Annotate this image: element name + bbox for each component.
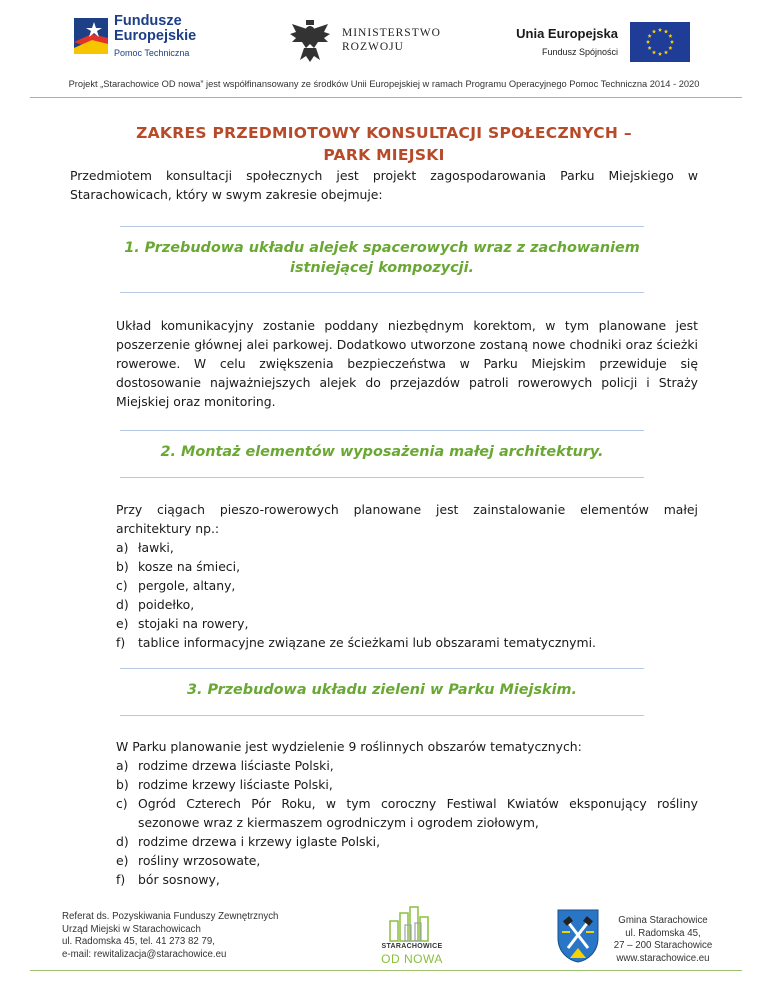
eu-flag-icon	[630, 22, 690, 62]
starachowice-coat-of-arms-icon	[556, 908, 600, 964]
list-item	[116, 633, 698, 652]
section-3-rule-bottom	[120, 715, 644, 716]
list-item-text: ławki,	[138, 540, 174, 555]
fe-logo-line1: Fundusze	[114, 13, 182, 29]
section-1-heading-line1: 1. Przebudowa układu alejek spacerowych wraz z zachowaniem	[124, 240, 640, 256]
list-marker: c)	[116, 578, 128, 593]
section-2-rule-top	[120, 430, 644, 431]
list-item	[116, 576, 698, 595]
section-3-paragraph: W Parku planowanie jest wydzielenie 9 roślinnych obszarów tematycznych:	[116, 739, 582, 754]
eu-logo-subtitle: Fundusz Spójności	[541, 47, 618, 57]
footer-left-line2: Urząd Miejski w Starachowicach	[62, 923, 201, 935]
section-2-heading: 2. Montaż elementów wyposażenia małej architektury.	[160, 444, 604, 460]
footer-right-line2: ul. Radomska 45,	[625, 927, 701, 939]
list-item	[116, 870, 698, 889]
list-marker: e)	[116, 853, 129, 868]
document-title-line1: ZAKRES PRZEDMIOTOWY KONSULTACJI SPOŁECZNYCH –	[136, 124, 632, 142]
list-item-text: bór sosnowy,	[138, 872, 220, 887]
list-item	[116, 614, 698, 633]
list-item	[116, 538, 698, 557]
list-item-text: pergole, altany,	[138, 578, 236, 593]
list-item	[116, 832, 698, 851]
eu-logo-title: Unia Europejska	[516, 26, 618, 41]
list-item	[116, 851, 698, 870]
intro-paragraph: Przedmiotem konsultacji społecznych jest projekt zagospodarowania Parku Miejskiego w Starachowicach, który w swym zakresie obejmuje:	[70, 168, 698, 202]
starachowice-od-nowa-logo	[372, 903, 452, 967]
footer-left-line4: e-mail: rewitalizacja@starachowice.eu	[62, 948, 227, 960]
footer-right-line3: 27 – 200 Starachowice	[613, 940, 713, 951]
fe-star-icon	[72, 16, 110, 56]
footer-left-line1: Referat ds. Pozyskiwania Funduszy Zewnętrznych	[62, 911, 279, 922]
footer-left-line3: ul. Radomska 45, tel. 41 273 82 79,	[62, 936, 215, 947]
list-item	[116, 775, 698, 794]
list-marker: c)	[116, 796, 128, 811]
section-2-list	[116, 538, 698, 652]
list-item-text: rodzime krzewy liściaste Polski,	[138, 777, 333, 792]
section-1-rule-bottom	[120, 292, 644, 293]
list-item	[116, 595, 698, 614]
document-title-line2: PARK MIEJSKI	[323, 146, 445, 164]
footer-right-line1: Gmina Starachowice	[618, 915, 708, 926]
ministry-name-line2: ROZWOJU	[342, 41, 404, 53]
list-marker: a)	[116, 540, 129, 555]
city-skyline-icon	[372, 903, 452, 943]
ministerstwo-rozwoju-logo	[288, 18, 441, 64]
eagle-emblem-icon	[288, 18, 332, 64]
section-3-list	[116, 756, 698, 889]
section-2-rule-bottom	[120, 477, 644, 478]
footer-divider	[30, 970, 742, 971]
list-item-text: kosze na śmieci,	[138, 559, 241, 574]
section-1-heading-line2: istniejącej kompozycji.	[290, 260, 474, 276]
list-marker: d)	[116, 597, 129, 612]
list-item	[116, 557, 698, 576]
list-marker: a)	[116, 758, 129, 773]
list-item-text: poidełko,	[138, 597, 195, 612]
section-3-heading: 3. Przebudowa układu zieleni w Parku Miejskim.	[186, 682, 578, 698]
section-1-heading	[120, 238, 644, 278]
list-marker: f)	[116, 635, 126, 650]
list-item-text: stojaki na rowery,	[138, 616, 249, 631]
list-marker: e)	[116, 616, 129, 631]
list-item-text: rodzime drzewa liściaste Polski,	[138, 758, 334, 773]
section-3-rule-top	[120, 668, 644, 669]
list-marker: d)	[116, 834, 129, 849]
list-item	[116, 794, 698, 832]
od-nowa-logo-line2: OD NOWA	[381, 952, 443, 966]
list-marker: f)	[116, 872, 126, 887]
list-item-text: rodzime drzewa i krzewy iglaste Polski,	[138, 834, 381, 849]
header-divider	[30, 97, 742, 98]
footer-right-line4: www.starachowice.eu	[616, 952, 710, 964]
list-marker: b)	[116, 559, 129, 574]
ministry-name-line1: MINISTERSTWO	[342, 27, 441, 39]
list-item-text: tablice informacyjne związane ze ścieżkami lub obszarami tematycznymi.	[138, 635, 596, 650]
footer-office-contact	[62, 911, 278, 961]
list-item	[116, 756, 698, 775]
section-1-paragraph: Układ komunikacyjny zostanie poddany niezbędnym korektom, w tym planowane jest poszerzenie głównej alei parkowej. Dodatkowo utworzone zostaną nowe chodniki oraz ścieżki rowerowe. W celu zwiększenia bezpieczeństwa w Parku Miejskim przewiduje się dostosowanie najważniejszych alejek do przejazdów patroli rowerowych policji i Straży Miejskiej oraz monitoring.	[116, 318, 698, 409]
fe-logo-line2: Europejskie	[114, 28, 197, 44]
list-item-text: Ogród Czterech Pór Roku, w tym coroczny Festiwal Kwiatów eksponujący rośliny sezonowe wraz z kiermaszem ogrodniczym i ogrodem ziołowym,	[138, 796, 698, 830]
section-1-rule-top	[120, 226, 644, 227]
list-item-text: rośliny wrzosowate,	[138, 853, 261, 868]
unia-europejska-logo	[516, 22, 696, 62]
footer-municipality-contact	[608, 915, 718, 965]
section-2-paragraph: Przy ciągach pieszo-rowerowych planowane jest zainstalowanie elementów małej architektury np.:	[116, 502, 698, 536]
fe-logo-line3: Pomoc Techniczna	[114, 48, 190, 58]
project-cofinancing-note: Projekt „Starachowice OD nowa” jest współfinansowany ze środków Unii Europejskiej w ramach Programu Operacyjnego Pomoc Techniczna 2014 - 2020	[68, 79, 700, 89]
fundusze-europejskie-logo	[72, 12, 212, 64]
list-marker: b)	[116, 777, 129, 792]
od-nowa-logo-line1: STARACHOWICE	[381, 943, 443, 950]
